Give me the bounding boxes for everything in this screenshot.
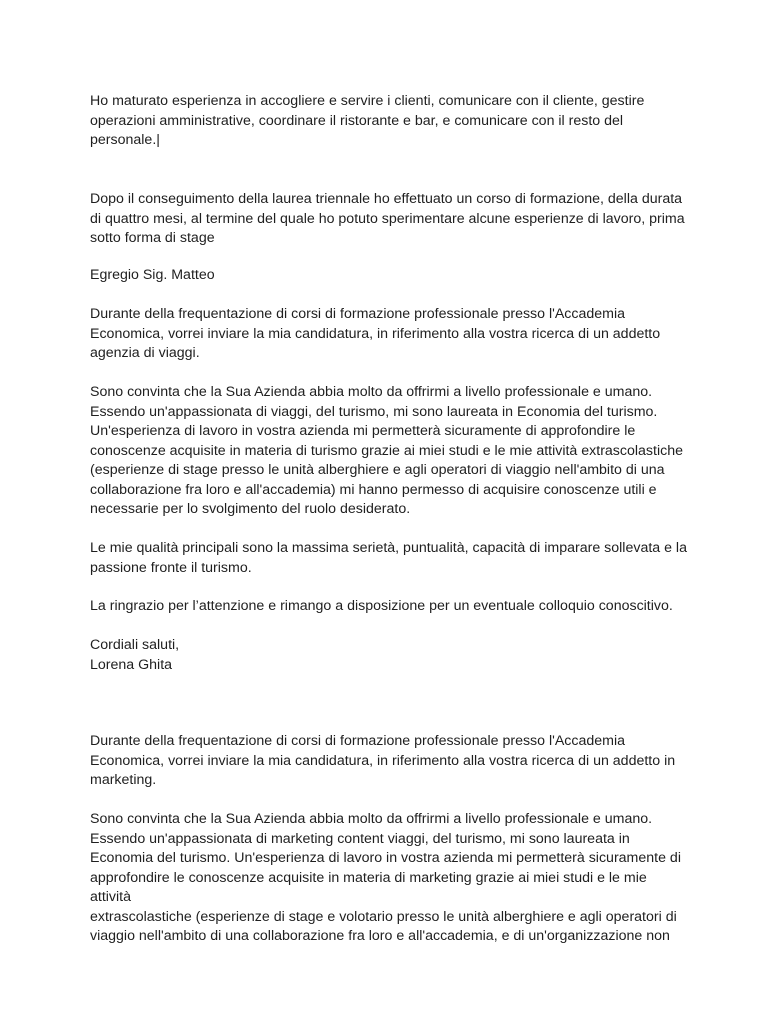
paragraph-closing: La ringrazio per l’attenzione e rimango a disposizione per un eventuale colloquio conoscitivo.	[90, 598, 673, 614]
paragraph-experience: Ho maturato esperienza in accogliere e servire i clienti, comunicare con il cliente, gestire operazioni amministrative, coordinare il ristorante e bar, e comunicare con il resto del personale.|	[90, 93, 645, 148]
paragraph-education: Dopo il conseguimento della laurea triennale ho effettuato un corso di formazione, della durata di quattro mesi, al termine del quale ho potuto sperimentare alcune esperienze di lavoro, prima sotto forma di stage	[90, 191, 685, 246]
paragraph-qualities: Le mie qualità principali sono la massima serietà, puntualità, capacità di imparare sollevata e la passione fronte il turismo.	[90, 540, 687, 576]
paragraph-motivation-travel: Sono convinta che la Sua Azienda abbia molto da offrirmi a livello professionale e umano. Essendo un'appassionata di viaggi, del turismo, mi sono laureata in Economia del turismo. Un'esperienza di lavoro in vostra azienda mi permetterà sicuramente di approfondire le conoscenze acquisite in materia di turismo grazie ai miei studi e le mie attività extrascolastiche (esperienze di stage presso le unità alberghiere e agli operatori di viaggio nell'ambito di una collaborazione fra loro e all'accademia) mi hanno permesso di acquisire conoscenze utili e necessarie per lo svolgimento del ruolo desiderato.	[90, 384, 683, 517]
paragraph-motivation-marketing: Sono convinta che la Sua Azienda abbia molto da offrirmi a livello professionale e umano. Essendo un'appassionata di marketing content viaggi, del turismo, mi sono laureata in Economia del turismo. Un'esperienza di lavoro in vostra azienda mi permetterà sicuramente di approfondire le conoscenze acquisite in materia di marketing grazie ai miei studi e le mie attività extrascolastiche (esperienze di stage e volotario presso le unità alberghiere e agli operatori di viaggio nell'ambito di una collaborazione fra loro e all'accademia, e di un'organizzazione non	[90, 811, 681, 944]
paragraph-application-marketing: Durante della frequentazione di corsi di formazione professionale presso l'Accademia Economica, vorrei inviare la mia candidatura, in riferimento alla vostra ricerca di un addetto in marketing.	[90, 733, 676, 788]
salutation: Egregio Sig. Matteo	[90, 267, 215, 283]
signature: Cordiali saluti, Lorena Ghita	[90, 637, 180, 673]
paragraph-application-travel: Durante della frequentazione di corsi di formazione professionale presso l'Accademia Economica, vorrei inviare la mia candidatura, in riferimento alla vostra ricerca di un addetto agenzia di viaggi.	[90, 306, 661, 361]
